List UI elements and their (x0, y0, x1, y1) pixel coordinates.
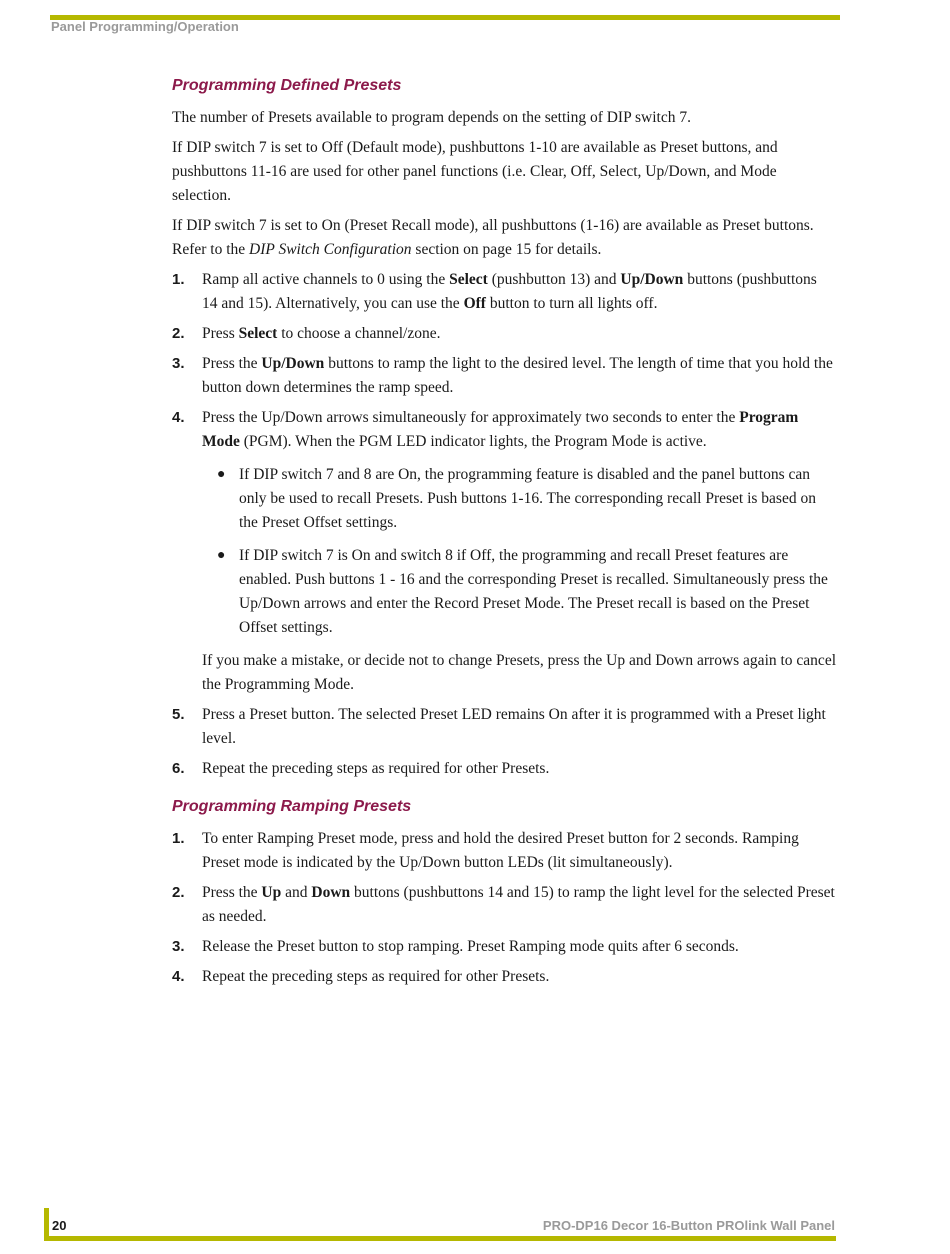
text: buttons (pushbuttons 14 and 15). Alternatively, you can use the (202, 271, 817, 312)
step-number: 1. (172, 830, 185, 847)
paragraph (172, 214, 836, 262)
page-content (172, 74, 836, 995)
text: and (281, 884, 312, 901)
text: buttons (pushbuttons 14 and 15) to ramp the light level for the selected Preset as needed. (202, 884, 835, 925)
text: If DIP switch 7 and 8 are On, the programming feature is disabled and the panel buttons can only be used to recall Presets. Push buttons 1-16. The corresponding recall Preset is based on the Preset Offset settings. (239, 466, 816, 531)
text: Press the (202, 355, 262, 372)
step-number: 2. (172, 884, 185, 901)
bullet-icon: ● (217, 548, 226, 563)
step-number: 3. (172, 355, 185, 372)
step-item (172, 268, 836, 316)
text: section on page 15 for details. (411, 241, 602, 258)
ramping-presets-steps (172, 827, 836, 989)
bullet-list (202, 463, 836, 640)
section-heading-ramping-presets: Programming Ramping Presets (172, 798, 412, 815)
text: Release the Preset button to stop ramping. Preset Ramping mode quits after 6 seconds. (202, 938, 739, 955)
text: Repeat the preceding steps as required for other Presets. (202, 968, 550, 985)
bullet-icon: ● (217, 467, 226, 482)
bold-term: Up/Down (261, 355, 325, 372)
text: (PGM). When the PGM LED indicator lights, the Program Mode is active. (239, 433, 707, 450)
bold-term: Select (238, 325, 278, 342)
bullet-item (202, 544, 836, 640)
ramping-presets-section (172, 795, 836, 989)
text: If DIP switch 7 is On and switch 8 if Off, the programming and recall Preset features are enabled. Push buttons 1 - 16 and the corresponding Preset is recalled. Simultaneously press the Up/Down arrows and enter the Record Preset Mode. The Preset recall is based on the Preset Offset settings. (239, 547, 828, 636)
text: Press the Up/Down arrows simultaneously for approximately two seconds to enter the (202, 409, 740, 426)
footer-rule (44, 1236, 836, 1241)
step-number: 4. (172, 968, 185, 985)
step-number: 2. (172, 325, 185, 342)
bold-term: Program Mode (202, 409, 799, 450)
bold-term: Up/Down (620, 271, 684, 288)
step-number: 4. (172, 409, 185, 426)
footer-document-title: PRO-DP16 Decor 16-Button PROlink Wall Panel (542, 1218, 835, 1233)
step-item (172, 406, 836, 697)
step-item (172, 757, 836, 781)
step-note: If you make a mistake, or decide not to change Presets, press the Up and Down arrows again to cancel the Programming Mode. (202, 652, 837, 693)
cross-reference: DIP Switch Configuration (249, 241, 412, 258)
text: Ramp all active channels to 0 using the (202, 271, 450, 288)
step-item (172, 703, 836, 751)
text: (pushbutton 13) and (487, 271, 621, 288)
text: If DIP switch 7 is set to On (Preset Recall mode), all pushbuttons (1-16) are available as Preset buttons. Refer to the (172, 217, 814, 258)
text: To enter Ramping Preset mode, press and hold the desired Preset button for 2 seconds. Ramping Preset mode is indicated by the Up/Down button LEDs (lit simultaneously). (202, 830, 799, 871)
step-item (172, 352, 836, 400)
running-header: Panel Programming/Operation (51, 19, 239, 34)
step-number: 1. (172, 271, 185, 288)
step-item (172, 881, 836, 929)
step-number: 6. (172, 760, 185, 777)
bold-term: Up (261, 884, 282, 901)
step-item (172, 322, 836, 346)
text: buttons to ramp the light to the desired level. The length of time that you hold the button down determines the ramp speed. (202, 355, 833, 396)
step-item (172, 935, 836, 959)
text: Press a Preset button. The selected Preset LED remains On after it is programmed with a Preset light level. (202, 706, 826, 747)
bullet-item (202, 463, 836, 535)
page-number: 20 (52, 1218, 67, 1233)
bold-term: Off (463, 295, 486, 312)
defined-presets-steps (172, 268, 836, 781)
step-number: 3. (172, 938, 185, 955)
bold-term: Down (311, 884, 351, 901)
bold-term: Select (449, 271, 488, 288)
paragraph: If DIP switch 7 is set to Off (Default mode), pushbuttons 1-10 are available as Preset buttons, and pushbuttons 11-16 are used for other panel functions (i.e. Clear, Off, Select, Up/Down, and Mode selection. (172, 139, 778, 204)
step-number: 5. (172, 706, 185, 723)
text: Press the (202, 884, 262, 901)
section-heading-defined-presets: Programming Defined Presets (172, 77, 402, 94)
step-item (172, 965, 836, 989)
text: Press (202, 325, 239, 342)
text: to choose a channel/zone. (277, 325, 441, 342)
text: Repeat the preceding steps as required for other Presets. (202, 760, 550, 777)
paragraph: The number of Presets available to program depends on the setting of DIP switch 7. (172, 109, 691, 126)
text: button to turn all lights off. (485, 295, 658, 312)
step-item (172, 827, 836, 875)
